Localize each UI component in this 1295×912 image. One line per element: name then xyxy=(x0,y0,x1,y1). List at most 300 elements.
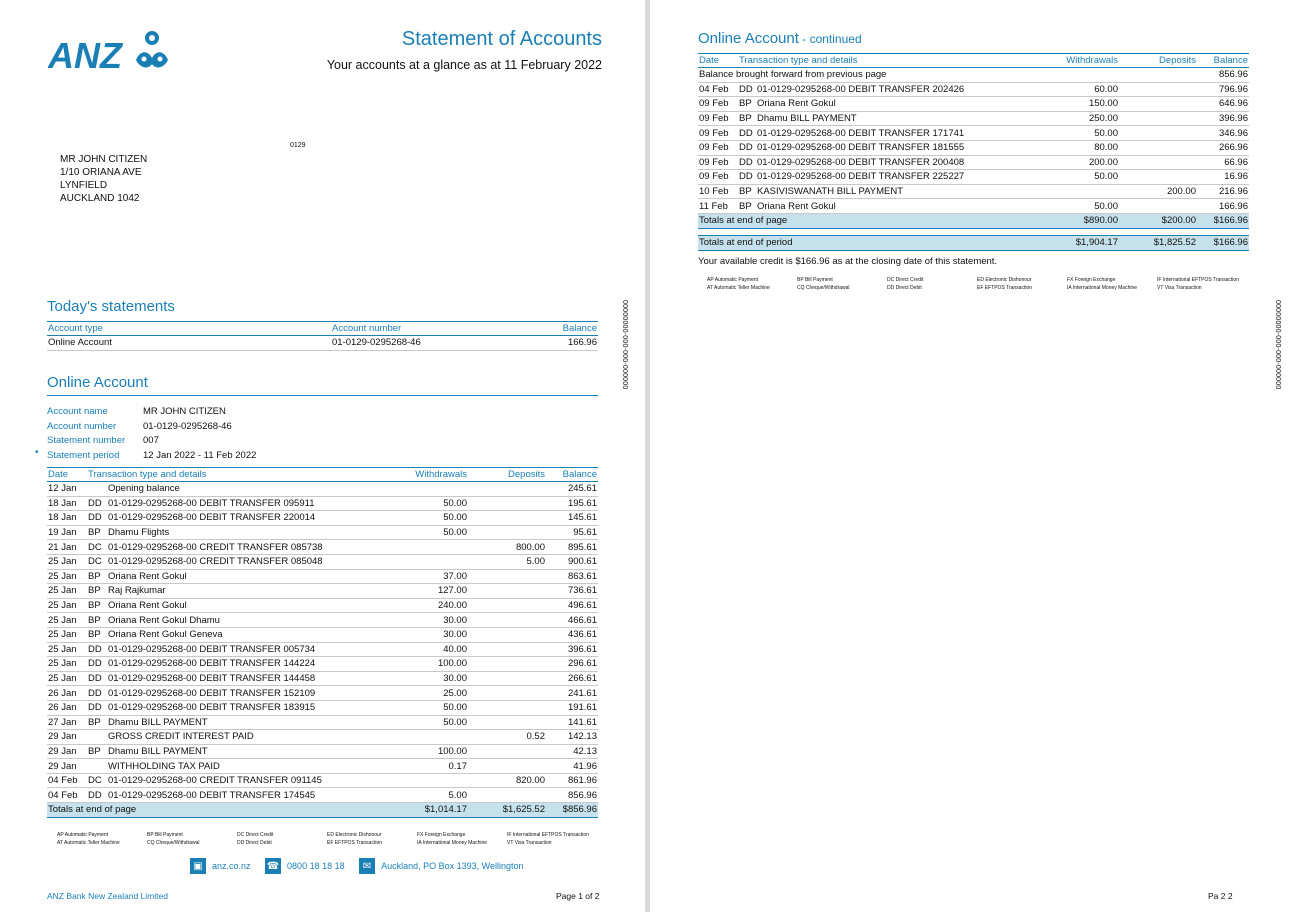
info-label: Account name xyxy=(47,406,108,417)
txn-withdrawal: 50.00 xyxy=(364,525,468,540)
txn-date: 11 Feb xyxy=(698,199,738,214)
txn-code: DD xyxy=(739,171,753,183)
txn-date: 04 Feb xyxy=(47,773,87,788)
txn-details xyxy=(738,170,1015,185)
legend-item: DC Direct Credit xyxy=(887,277,924,283)
txn-details xyxy=(87,715,364,730)
info-value: 12 Jan 2022 - 11 Feb 2022 xyxy=(143,449,257,461)
txn-code: DC xyxy=(88,775,102,787)
address-line: LYNFIELD xyxy=(60,180,108,191)
txn-date: 25 Jan xyxy=(47,627,87,642)
info-label: Statement period xyxy=(47,449,120,461)
txn-code: BP xyxy=(88,585,101,597)
txn-withdrawal: 50.00 xyxy=(1015,126,1119,141)
txn-deposit xyxy=(1119,111,1197,126)
txn-details xyxy=(738,199,1015,214)
txn-details xyxy=(87,773,364,788)
col-deposits: Deposits xyxy=(1119,54,1197,68)
todays-statements-heading: Today's statements xyxy=(47,298,175,315)
table-row xyxy=(47,569,598,584)
txn-withdrawal: 50.00 xyxy=(364,700,468,715)
txn-date: 09 Feb xyxy=(698,140,738,155)
txn-withdrawal: 30.00 xyxy=(364,671,468,686)
page-total-row xyxy=(698,213,1249,228)
table-row xyxy=(47,715,598,730)
legend-item: DD Direct Debit xyxy=(237,840,272,846)
txn-description: 01-0129-0295268-00 DEBIT TRANSFER 181555 xyxy=(757,142,965,154)
heading-suffix: - continued xyxy=(798,32,862,46)
txn-code: DD xyxy=(88,658,102,670)
txn-date: 29 Jan xyxy=(47,759,87,774)
reference-code: 0129 xyxy=(290,142,306,149)
txn-description: Oriana Rent Gokul xyxy=(757,98,836,110)
legend-item: AP Automatic Payment xyxy=(57,832,109,838)
txn-details xyxy=(738,97,1015,112)
txn-date: 09 Feb xyxy=(698,111,738,126)
txn-code: BP xyxy=(88,527,101,539)
txn-deposit: 200.00 xyxy=(1119,184,1197,199)
txn-balance: 191.61 xyxy=(546,700,598,715)
txn-date: 26 Jan xyxy=(47,686,87,701)
txn-balance: 863.61 xyxy=(546,569,598,584)
txn-details xyxy=(87,759,364,774)
legend-item: VT Visa Transaction xyxy=(507,840,552,846)
total-balance: $166.96 xyxy=(1197,213,1249,228)
legend-column xyxy=(707,276,797,292)
account-balance: 166.96 xyxy=(501,336,598,351)
txn-code: DC xyxy=(88,541,102,553)
address-line: AUCKLAND 1042 xyxy=(60,193,140,204)
txn-date: 25 Jan xyxy=(47,671,87,686)
txn-withdrawal: 0.17 xyxy=(364,759,468,774)
txn-date: 25 Jan xyxy=(47,554,87,569)
statement-page-1 xyxy=(0,0,645,912)
txn-deposit: 0.52 xyxy=(468,730,546,745)
txn-deposit xyxy=(1119,97,1197,112)
txn-details xyxy=(738,140,1015,155)
txn-description: 01-0129-0295268-00 DEBIT TRANSFER 171741 xyxy=(757,127,965,139)
table-row xyxy=(47,642,598,657)
txn-details xyxy=(87,540,364,555)
bullet-marker: • xyxy=(35,447,39,458)
address-line: MR JOHN CITIZEN xyxy=(60,154,148,165)
txn-deposit: 800.00 xyxy=(468,540,546,555)
txn-withdrawal: 50.00 xyxy=(364,496,468,511)
txn-description: Oriana Rent Gokul Geneva xyxy=(108,629,223,641)
txn-description: 01-0129-0295268-00 DEBIT TRANSFER 174545 xyxy=(108,789,316,801)
txn-description: Oriana Rent Gokul xyxy=(108,600,187,612)
legend-item: CQ Cheque/Withdrawal xyxy=(147,840,200,846)
total-deposits: $200.00 xyxy=(1119,213,1197,228)
legend-column xyxy=(1157,276,1247,292)
txn-withdrawal: 37.00 xyxy=(364,569,468,584)
txn-description: 01-0129-0295268-00 DEBIT TRANSFER 005734 xyxy=(108,643,316,655)
txn-balance: 646.96 xyxy=(1197,97,1249,112)
txn-balance: 166.96 xyxy=(1197,199,1249,214)
legend-item: VT Visa Transaction xyxy=(1157,285,1202,291)
txn-details xyxy=(87,788,364,803)
txn-code: BP xyxy=(88,716,101,728)
txn-details xyxy=(87,686,364,701)
txn-withdrawal xyxy=(1015,184,1119,199)
txn-date: 09 Feb xyxy=(698,170,738,185)
txn-description: Oriana Rent Gokul xyxy=(757,200,836,212)
legend-item: FX Foreign Exchange xyxy=(1067,277,1116,283)
website-link[interactable]: anz.co.nz xyxy=(212,861,251,871)
txn-details xyxy=(738,155,1015,170)
txn-description: 01-0129-0295268-00 DEBIT TRANSFER 152109 xyxy=(108,687,316,699)
txn-code: DD xyxy=(88,702,102,714)
table-row xyxy=(47,657,598,672)
txn-withdrawal: 50.00 xyxy=(364,715,468,730)
txn-code: BP xyxy=(88,570,101,582)
online-account-heading: Online Account xyxy=(47,374,598,396)
legend-item: ED Electronic Dishonour xyxy=(327,832,382,838)
txn-deposit xyxy=(1119,82,1197,97)
txn-balance: 41.96 xyxy=(546,759,598,774)
txn-balance: 266.96 xyxy=(1197,140,1249,155)
txn-details xyxy=(87,598,364,613)
legend-column xyxy=(977,276,1067,292)
txn-deposit: 5.00 xyxy=(468,554,546,569)
page-number: Pa 2 2 xyxy=(1208,891,1233,901)
table-row xyxy=(47,788,598,803)
txn-details xyxy=(87,642,364,657)
legend-column xyxy=(1067,276,1157,292)
txn-description: 01-0129-0295268-00 DEBIT TRANSFER 220014 xyxy=(108,512,316,524)
table-row xyxy=(47,686,598,701)
page-number: Page 1 of 2 xyxy=(556,891,600,901)
col-date: Date xyxy=(698,54,738,68)
txn-date: 25 Jan xyxy=(47,569,87,584)
txn-deposit xyxy=(468,584,546,599)
txn-details xyxy=(87,584,364,599)
txn-balance: 396.96 xyxy=(1197,111,1249,126)
txn-deposit xyxy=(468,511,546,526)
legend-item: IF International EFTPOS Transaction xyxy=(1157,277,1239,283)
txn-date: 04 Feb xyxy=(698,82,738,97)
txn-balance: 466.61 xyxy=(546,613,598,628)
txn-description: 01-0129-0295268-00 CREDIT TRANSFER 085048 xyxy=(108,556,323,568)
legend-item: AT Automatic Teller Machine xyxy=(707,285,770,291)
txn-date: 25 Jan xyxy=(47,642,87,657)
txn-deposit: 820.00 xyxy=(468,773,546,788)
txn-date: 25 Jan xyxy=(47,613,87,628)
col-date: Date xyxy=(47,468,87,482)
txn-date: 04 Feb xyxy=(47,788,87,803)
table-row xyxy=(47,730,598,745)
phone-icon: ☎ xyxy=(265,858,281,874)
table-row xyxy=(47,627,598,642)
txn-code: DD xyxy=(88,643,102,655)
txn-code: DD xyxy=(88,512,102,524)
txn-code: DD xyxy=(739,156,753,168)
txn-deposit xyxy=(468,627,546,642)
col-account-type: Account type xyxy=(47,322,331,336)
table-row xyxy=(47,554,598,569)
mailbox-icon: ✉ xyxy=(359,858,375,874)
address-line: 1/10 ORIANA AVE xyxy=(60,167,142,178)
legend-column xyxy=(57,831,147,847)
txn-withdrawal: 25.00 xyxy=(364,686,468,701)
txn-deposit xyxy=(468,715,546,730)
col-balance: Balance xyxy=(1197,54,1249,68)
legend-column xyxy=(237,831,327,847)
mailing-address xyxy=(60,153,147,205)
txn-withdrawal xyxy=(364,554,468,569)
legend-item: EF EFTPOS Transaction xyxy=(327,840,383,846)
table-row xyxy=(47,759,598,774)
table-row xyxy=(698,140,1249,155)
txn-date: 21 Jan xyxy=(47,540,87,555)
col-account-number: Account number xyxy=(331,322,501,336)
legend-column xyxy=(507,831,597,847)
txn-balance: 736.61 xyxy=(546,584,598,599)
txn-deposit xyxy=(468,700,546,715)
txn-description: Dhamu BILL PAYMENT xyxy=(757,113,857,125)
txn-details xyxy=(87,569,364,584)
txn-description: Dhamu BILL PAYMENT xyxy=(108,716,208,728)
txn-deposit xyxy=(468,569,546,584)
txn-deposit xyxy=(468,613,546,628)
txn-date: 26 Jan xyxy=(47,700,87,715)
logo-people-icon xyxy=(136,31,168,67)
total-withdrawals: $1,014.17 xyxy=(364,803,468,818)
legend-column xyxy=(327,831,417,847)
txn-balance: 141.61 xyxy=(546,715,598,730)
phone-number: 0800 18 18 18 xyxy=(287,861,345,871)
table-row xyxy=(698,111,1249,126)
txn-date: 25 Jan xyxy=(47,598,87,613)
txn-balance: 496.61 xyxy=(546,598,598,613)
txn-deposit xyxy=(1119,170,1197,185)
txn-balance: 241.61 xyxy=(546,686,598,701)
table-row xyxy=(47,336,598,351)
txn-deposit xyxy=(468,482,546,497)
txn-deposit xyxy=(468,744,546,759)
txn-balance: 245.61 xyxy=(546,482,598,497)
txn-balance: 346.96 xyxy=(1197,126,1249,141)
txn-description: KASIVISWANATH BILL PAYMENT xyxy=(757,186,904,198)
txn-withdrawal: 40.00 xyxy=(364,642,468,657)
postal-address: Auckland, PO Box 1393, Wellington xyxy=(381,861,524,871)
logo-text: ANZ xyxy=(48,35,122,74)
table-row xyxy=(47,773,598,788)
legend-item: IF International EFTPOS Transaction xyxy=(507,832,589,838)
txn-withdrawal xyxy=(364,540,468,555)
period-total-withdrawals: $1,904.17 xyxy=(1015,236,1119,251)
txn-date: 29 Jan xyxy=(47,744,87,759)
legend-column xyxy=(417,831,507,847)
legend-item: CQ Cheque/Withdrawal xyxy=(797,285,850,291)
txn-date: 29 Jan xyxy=(47,730,87,745)
txn-code: DD xyxy=(739,83,753,95)
txn-details xyxy=(87,554,364,569)
txn-description: 01-0129-0295268-00 DEBIT TRANSFER 225227 xyxy=(757,171,965,183)
txn-deposit xyxy=(468,788,546,803)
txn-balance: 296.61 xyxy=(546,657,598,672)
txn-deposit xyxy=(1119,199,1197,214)
table-row xyxy=(47,700,598,715)
txn-code: DC xyxy=(88,556,102,568)
txn-description: Dhamu Flights xyxy=(108,527,170,539)
txn-details xyxy=(738,126,1015,141)
legend-item: FX Foreign Exchange xyxy=(417,832,466,838)
col-deposits: Deposits xyxy=(468,468,546,482)
txn-description: 01-0129-0295268-00 DEBIT TRANSFER 200408 xyxy=(757,156,965,168)
brought-forward-balance: 856.96 xyxy=(1197,68,1249,83)
txn-code: BP xyxy=(88,745,101,757)
table-row xyxy=(698,170,1249,185)
info-value: 01-0129-0295268-46 xyxy=(143,420,232,432)
txn-balance: 266.61 xyxy=(546,671,598,686)
table-row xyxy=(47,482,598,497)
legend-item: IA International Money Machine xyxy=(417,840,488,846)
txn-date: 10 Feb xyxy=(698,184,738,199)
table-row xyxy=(47,598,598,613)
txn-code: BP xyxy=(739,98,752,110)
txn-date: 25 Jan xyxy=(47,584,87,599)
total-label: Totals at end of page xyxy=(47,803,364,818)
col-withdrawals: Withdrawals xyxy=(364,468,468,482)
txn-deposit xyxy=(1119,140,1197,155)
txn-balance: 396.61 xyxy=(546,642,598,657)
txn-description: 01-0129-0295268-00 DEBIT TRANSFER 144458 xyxy=(108,673,316,685)
transaction-code-legend xyxy=(707,276,1247,292)
txn-details xyxy=(87,496,364,511)
txn-deposit xyxy=(468,759,546,774)
table-row xyxy=(47,525,598,540)
legend-item: DC Direct Credit xyxy=(237,832,274,838)
table-row xyxy=(47,584,598,599)
txn-withdrawal: 5.00 xyxy=(364,788,468,803)
txn-withdrawal: 150.00 xyxy=(1015,97,1119,112)
txn-details xyxy=(738,184,1015,199)
table-row xyxy=(47,671,598,686)
table-row xyxy=(698,199,1249,214)
table-row xyxy=(698,97,1249,112)
txn-description: Opening balance xyxy=(108,483,180,495)
txn-withdrawal xyxy=(364,773,468,788)
legend-item: DD Direct Debit xyxy=(887,285,922,291)
txn-balance: 895.61 xyxy=(546,540,598,555)
txn-balance: 42.13 xyxy=(546,744,598,759)
txn-deposit xyxy=(468,642,546,657)
txn-code: DD xyxy=(739,127,753,139)
side-barcode-text: 00000000-000-000-000000 xyxy=(1274,300,1281,390)
txn-deposit xyxy=(468,671,546,686)
account-number: 01-0129-0295268-46 xyxy=(331,336,501,351)
available-credit-note: Your available credit is $166.96 as at the closing date of this statement. xyxy=(698,256,998,267)
txn-withdrawal: 50.00 xyxy=(364,511,468,526)
side-barcode-text: 00000000-000-000-000000 xyxy=(621,300,628,390)
txn-code: BP xyxy=(88,614,101,626)
transactions-table xyxy=(47,467,598,818)
txn-withdrawal: 60.00 xyxy=(1015,82,1119,97)
txn-code: BP xyxy=(88,629,101,641)
txn-description: 01-0129-0295268-00 DEBIT TRANSFER 183915 xyxy=(108,702,316,714)
txn-deposit xyxy=(468,657,546,672)
legend-column xyxy=(147,831,237,847)
txn-details xyxy=(87,744,364,759)
txn-balance: 95.61 xyxy=(546,525,598,540)
todays-statements-table xyxy=(47,321,598,351)
txn-balance: 16.96 xyxy=(1197,170,1249,185)
txn-balance: 195.61 xyxy=(546,496,598,511)
txn-description: Raj Rajkumar xyxy=(108,585,166,597)
txn-balance: 145.61 xyxy=(546,511,598,526)
txn-balance: 796.96 xyxy=(1197,82,1249,97)
txn-balance: 861.96 xyxy=(546,773,598,788)
legend-column xyxy=(887,276,977,292)
col-balance: Balance xyxy=(546,468,598,482)
txn-details xyxy=(738,111,1015,126)
brought-forward-row xyxy=(698,68,1249,83)
txn-deposit xyxy=(468,598,546,613)
txn-date: 09 Feb xyxy=(698,97,738,112)
txn-code: BP xyxy=(739,113,752,125)
txn-details xyxy=(87,657,364,672)
table-row xyxy=(47,744,598,759)
legend-item: ED Electronic Dishonour xyxy=(977,277,1032,283)
txn-details xyxy=(738,82,1015,97)
txn-deposit xyxy=(468,496,546,511)
txn-description: Oriana Rent Gokul Dhamu xyxy=(108,614,220,626)
txn-deposit xyxy=(468,525,546,540)
txn-withdrawal xyxy=(364,730,468,745)
table-row xyxy=(698,82,1249,97)
total-withdrawals: $890.00 xyxy=(1015,213,1119,228)
legend-item: AP Automatic Payment xyxy=(707,277,759,283)
period-total-row xyxy=(698,236,1249,251)
txn-description: 01-0129-0295268-00 DEBIT TRANSFER 144224 xyxy=(108,658,316,670)
txn-details xyxy=(87,613,364,628)
txn-details xyxy=(87,511,364,526)
col-balance: Balance xyxy=(501,322,598,336)
txn-code: DD xyxy=(88,789,102,801)
table-row xyxy=(698,126,1249,141)
txn-date: 12 Jan xyxy=(47,482,87,497)
col-withdrawals: Withdrawals xyxy=(1015,54,1119,68)
legend-item: AT Automatic Teller Machine xyxy=(57,840,120,846)
txn-description: 01-0129-0295268-00 CREDIT TRANSFER 085738 xyxy=(108,541,323,553)
txn-code: DD xyxy=(739,142,753,154)
heading-text: Online Account xyxy=(698,30,799,47)
legend-column xyxy=(797,276,887,292)
legend-item: BP Bill Payment xyxy=(147,832,183,838)
legend-item: BP Bill Payment xyxy=(797,277,833,283)
txn-description: 01-0129-0295268-00 CREDIT TRANSFER 091145 xyxy=(108,775,322,787)
info-label: Account number xyxy=(47,420,117,432)
txn-description: 01-0129-0295268-00 DEBIT TRANSFER 202426 xyxy=(757,83,965,95)
txn-details xyxy=(87,700,364,715)
legend-item: EF EFTPOS Transaction xyxy=(977,285,1033,291)
txn-description: WITHHOLDING TAX PAID xyxy=(108,760,220,772)
txn-withdrawal: 80.00 xyxy=(1015,140,1119,155)
txn-date: 09 Feb xyxy=(698,126,738,141)
txn-details xyxy=(87,482,364,497)
txn-code: BP xyxy=(739,186,752,198)
period-total-deposits: $1,825.52 xyxy=(1119,236,1197,251)
txn-withdrawal: 100.00 xyxy=(364,744,468,759)
computer-icon: ▣ xyxy=(190,858,206,874)
txn-date: 25 Jan xyxy=(47,657,87,672)
txn-withdrawal: 30.00 xyxy=(364,627,468,642)
info-value: 007 xyxy=(143,435,159,447)
footer-contacts xyxy=(190,858,536,874)
txn-withdrawal: 50.00 xyxy=(1015,170,1119,185)
period-total-balance: $166.96 xyxy=(1197,236,1249,251)
